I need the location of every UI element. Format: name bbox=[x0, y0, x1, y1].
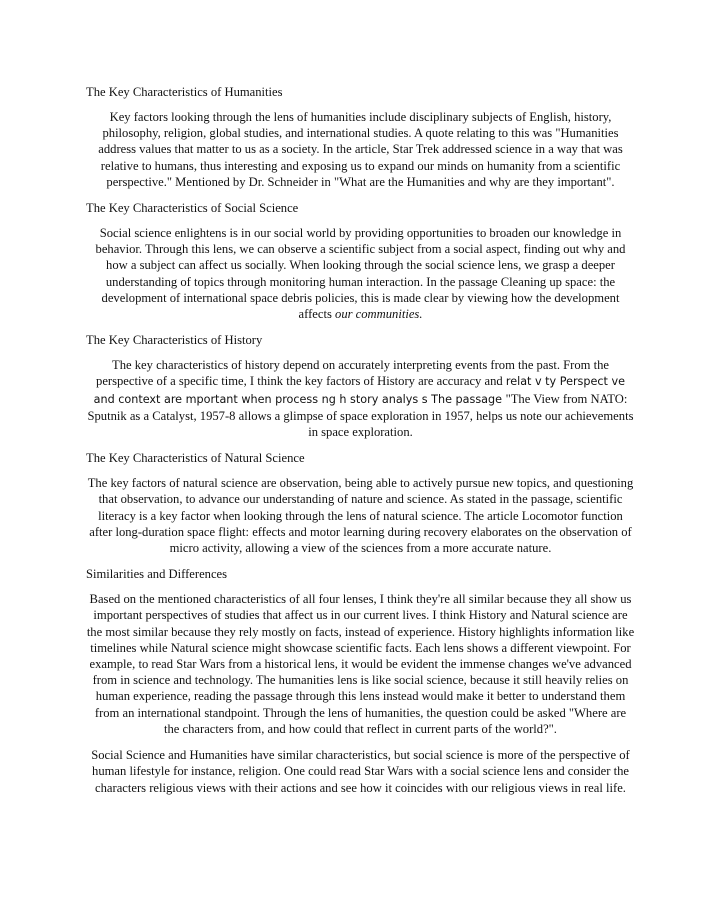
paragraph-similarities-2: Social Science and Humanities have similar characteristics, but social science is more of the perspective of human lifestyle for instance, religion. One could read Star Wars with a social science lens and consider the characters religious views with their actions and see how it coincides with our religious views in real life. bbox=[91, 748, 630, 795]
paragraph-history-part2: relat v ty Perspect ve and context are mportant when process ng h story analys s The passage bbox=[93, 375, 625, 406]
heading-humanities: The Key Characteristics of Humanities bbox=[86, 85, 283, 99]
paragraph-history bbox=[86, 357, 635, 440]
paragraph-similarities-1: Based on the mentioned characteristics of all four lenses, I think they're all similar because they all show us important perspectives of studies that affect us in our current lives. I think History and Natural science are the most similar because they rely mostly on facts, instead of experience. History highlights information like timelines while Natural science might showcase scientific facts. Each lens shows a different viewpoint. For example, to read Star Wars from a historical lens, it would be evident the immense changes we've advanced from in science and technology. The humanities lens is like social science, because it still heavily relies on human experience, reading the passage through this lens instead would make it better to understand them from an international standpoint. Through the lens of humanities, the question could be asked "Where are the characters from, and how could that reflect in current parts of the world?". bbox=[86, 592, 635, 736]
paragraph-social-science-italic: our communities. bbox=[335, 307, 423, 322]
heading-similarities: Similarities and Differences bbox=[86, 567, 228, 582]
paragraph-social-science-text: Social science enlightens is in our social world by providing opportunities to broaden our knowledge in behavior. Through this lens, we can observe a scientific subject from a social aspect, finding out why and how a subject can affect us socially. When looking through the social science lens, we grasp a deeper understanding of topics through monitoring human interaction. In the passage Cleaning up space: the development of international space debris policies, this is made clear by viewing how the development affects bbox=[95, 226, 626, 322]
paragraph-humanities: Key factors looking through the lens of humanities include disciplinary subjects of English, history, philosophy, religion, global studies, and international studies. A quote relating to this was "Humanities address values that matter to us as a society. In the article, Star Trek addressed science in a way that was relative to humans, thus interesting and exposing us to expand our minds on humanity from a scientific perspective." Mentioned by Dr. Schneider in "What are the Humanities and why are they important". bbox=[98, 110, 623, 189]
paragraph-history-part3: "The View from NATO: Sputnik as a Catalyst, 1957-8 allows a glimpse of space exploration in 1957, helps us note our achievements in space exploration. bbox=[87, 391, 634, 440]
paragraph-history-part1: The key characteristics of history depend on accurately interpreting events from the past. From the perspective of a specific time, I think the key factors of History are accuracy and bbox=[96, 358, 609, 389]
heading-social-science: The Key Characteristics of Social Science bbox=[86, 201, 299, 216]
paragraph-social-science bbox=[86, 225, 635, 322]
heading-history: The Key Characteristics of History bbox=[86, 333, 263, 348]
document-body bbox=[86, 84, 635, 806]
heading-natural-science: The Key Characteristics of Natural Science bbox=[86, 451, 305, 466]
paragraph-natural-science: The key factors of natural science are observation, being able to actively pursue new topics, and questioning that observation, to advance our understanding of nature and science. As stated in the passage, scientific literacy is a key factor when looking through the lens of natural science. The article Locomotor function after long-duration space flight: effects and motor learning during recovery elaborates on the observation of micro activity, allowing a view of the sciences from a more accurate nature. bbox=[87, 476, 634, 556]
